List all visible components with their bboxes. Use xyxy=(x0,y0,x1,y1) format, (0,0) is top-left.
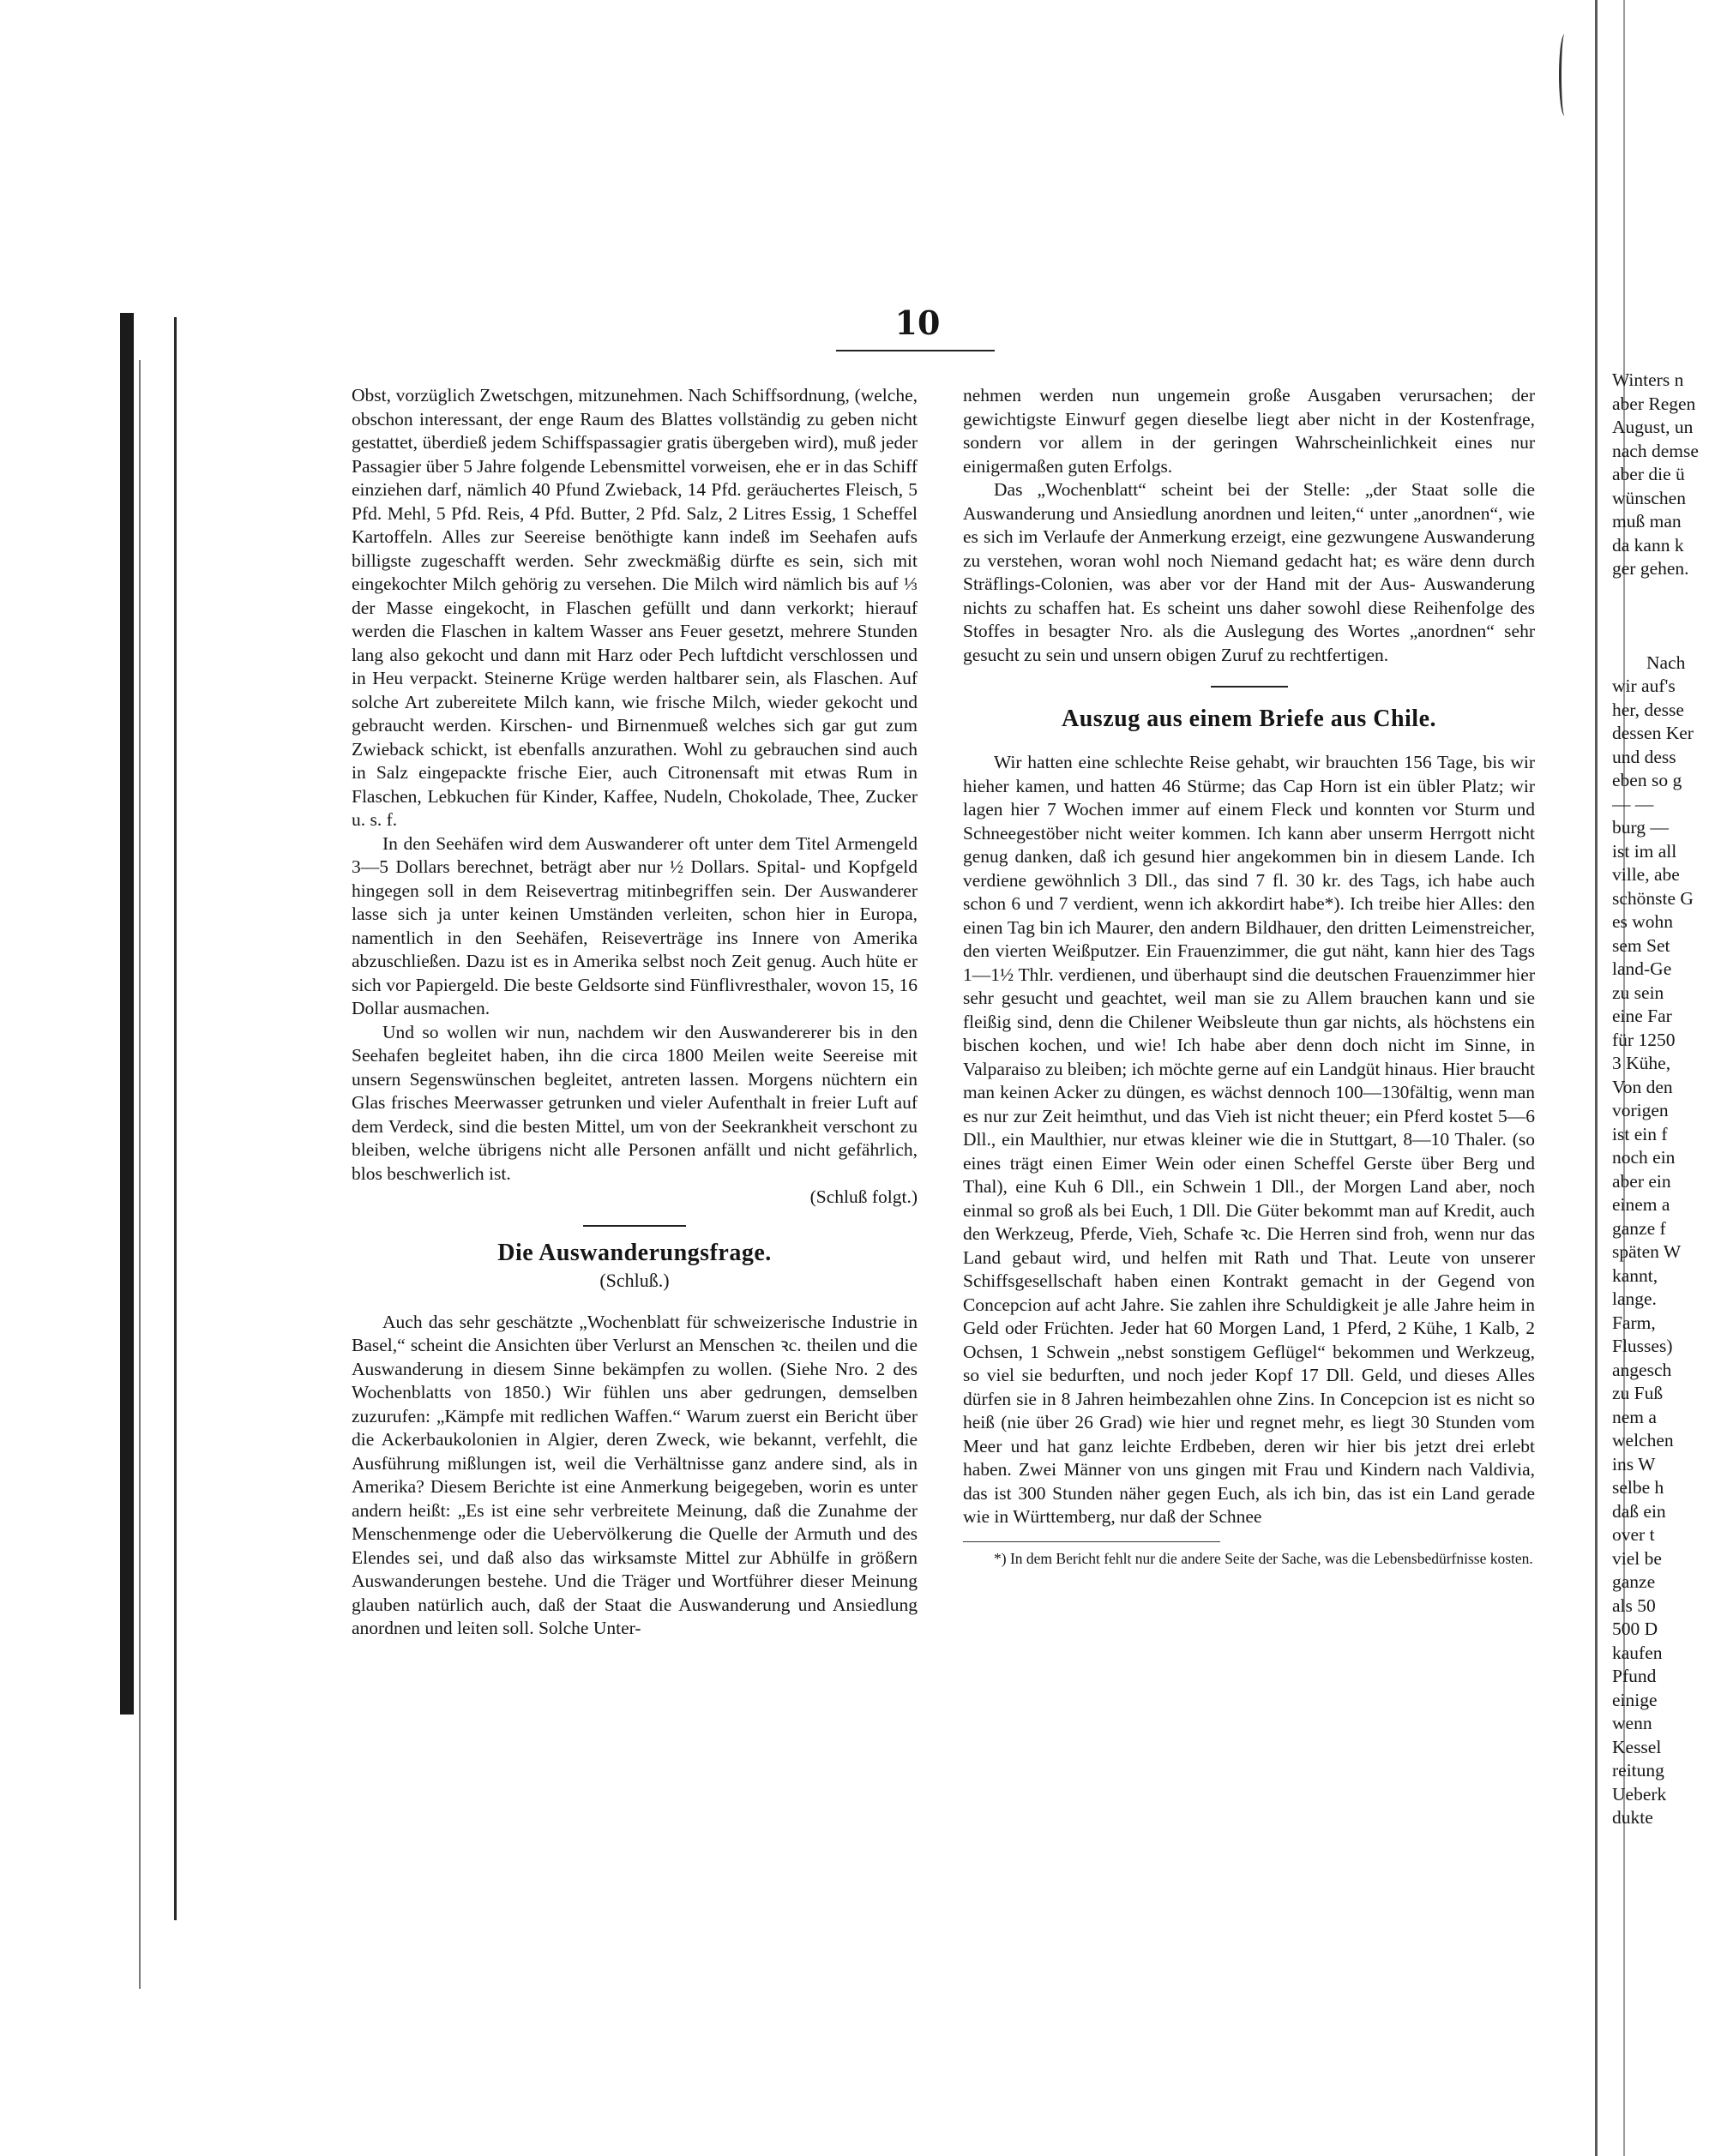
fragment-line: reitung xyxy=(1612,1760,1664,1781)
page-fold-line xyxy=(1595,0,1598,2156)
continuation-note: (Schluß folgt.) xyxy=(809,1186,918,1207)
scan-border-line-thin xyxy=(139,360,141,1989)
fragment-line: ins W xyxy=(1612,1453,1656,1474)
fragment-line: 3 Kühe, xyxy=(1612,1053,1671,1073)
fragment-line: dukte xyxy=(1612,1807,1653,1828)
fragment-line: sem Set xyxy=(1612,934,1670,956)
fragment-line: ist im all xyxy=(1612,840,1677,862)
fragment-line: Farm, xyxy=(1612,1312,1656,1333)
page-number: 10 xyxy=(894,303,941,342)
section-divider-2 xyxy=(1211,686,1288,688)
fragment-line: dessen Ker xyxy=(1612,723,1694,743)
paragraph-anordnen: Das „Wochenblatt“ scheint bei der Stelle: „der Staat solle die Auswanderung und Ansiedlung anordnen und leiten,“ unter „anordnen“, wie es sich im Verlaufe der Anmerkung erzeigt, eine gezwungene Auswanderung zu verstehen, woran wohl noch Niemand gedacht hat; es wäre denn durch Sträflings-Colonien, was aber vor der Hand mit der Aus- Auswanderung nichts zu schaffen hat. Es scheint uns daher sowohl diese Reihenfolge des Stoffes in besagter Nro. als die Auslegung des Wortes „anordnen“ sehr gesucht zu sein und unsern obigen Zuruf zu rechtfertigen. xyxy=(963,479,1535,665)
fragment-line: land-Ge xyxy=(1612,958,1672,979)
fragment-line: Von den xyxy=(1612,1076,1673,1097)
fragment-line: und dess xyxy=(1612,746,1676,767)
fragment-line: zu sein xyxy=(1612,982,1664,1003)
fragment-line: ger gehen. xyxy=(1612,558,1689,579)
footnote-rule xyxy=(963,1541,1220,1542)
paragraph-seaports: In den Seehäfen wird dem Auswanderer oft unter dem Titel Armengeld 3—5 Dollars berechnet, beträgt aber nur ½ Dollars. Spital- und Kopfgeld hingegen soll in dem Reisevertrag mitinbegriffen sein. Der Auswanderer lasse sich ja unter keinen Umständen verleiten, schon hier in Europa, namentlich in den Seehäfen, Reiseverträge ins Innere von Amerika abzuschließen. Dazu ist es in Amerika selbst noch Zeit genug. Auch hüte er sich vor Papiergeld. Die beste Geldsorte sind Fünflivresthaler, wovon 15, 16 Dollar ausmachen. xyxy=(352,832,918,1018)
fragment-line: angesch xyxy=(1612,1359,1672,1380)
paragraph-sea-voyage: Und so wollen wir nun, nachdem wir den Auswandererer bis in den Seehafen begleitet haben, ihn die circa 1800 Meilen weite Seereise mit unsern Segenswünschen begleitet, antreten lassen. Morgens nüchtern ein Glas frisches Meerwasser getrunken und vieler Aufenthalt in freier Luft auf dem Verdeck, sind die besten Mittel, um von der Seekrankheit verschont zu bleiben, welche übrigens nicht alle Personen anfällt und nicht gefährlich, blos beschwerlich ist. xyxy=(352,1021,918,1184)
fragment-line: wünschen xyxy=(1612,487,1686,508)
fragment-line: selbe h xyxy=(1612,1477,1664,1498)
fragment-line: 500 D xyxy=(1612,1619,1658,1639)
fragment-line: wenn xyxy=(1612,1713,1652,1733)
paragraph-chile-letter: Wir hatten eine schlechte Reise gehabt, wir brauchten 156 Tage, bis wir hieher kamen, und hatten 46 Stürme; das Cap Horn ist ein übler Platz; wir lagen hier 7 Wochen immer auf einem Fleck und konnten vor Sturm und Schneegestöber nicht weiter kommen. Ich kann aber unserm Herrgott nicht genug danken, daß ich gesund hier angekommen bin in diesem Lande. Ich verdiene gewöhnlich 3 Dll., das sind 7 fl. 30 kr. des Tags, ich habe auch schon 6 und 7 verdient, wenn ich akkordirt habe*). Ich treibe hier Alles: den einen Tag bin ich Maurer, den andern Bildhauer, den dritten Leimenstreicher, den vierten Weißputzer. Ein Frauenzimmer, die gut näht, kann hier des Tags 1—1½ Thlr. verdienen, und überhaupt sind die deutschen Frauenzimmer hier sehr gesucht und geachtet, weil man sie zu Allem brauchen kann und sie fleißig sind, denn die Chilener Weibsleute thun gar nichts, als höchstens ein bischen kochen, und wie! Ich habe aber denn doch nicht im Sinne, in Valparaiso zu bleiben; ich möchte gerne auf ein Landgüt hinaus. Hier braucht man keinen Acker zu düngen, es wächst dennoch 100—130fältig, wenn man es nur zur Zeit heimthut, und das Vieh ist nicht theuer; ein Pferd kostet 5—6 Dll., ein Maulthier, nur etwas kleiner wie die in Stuttgart, 8—10 Thaler. (so eines trägt einen Eimer Wein oder einen Scheffel Gerste über Berg und Thal), eine Kuh 6 Dll., ein Schwein 1 Dll., der Morgen Land aber, noch einmal so groß als bei Euch, 1 Dll. Die Güter bekommt man auf Kredit, auch den Werkzeug, Pferde, Vieh, Schafe ꝛc. Die Herren sind froh, wenn nur das Land gebaut wird, und helfen mit Rath und That. Leute von unserer Schiffsgesellschaft haben einen Kontrakt gemacht in der Gegend von Concepcion auf acht Jahre. Sie zahlen ihre Schuldigkeit je alle Jahre heim in Geld oder Früchten. Jeder hat 60 Morgen Land, 1 Pferd, 2 Kühe, 1 Kalb, 2 Ochsen, 1 Schwein „nebst sonstigem Geflügel“ bekommen und Werkzeug, so viel sie bedurften, und noch jeder Kopf 17 Dll. Geld, und dieses Alles dürfen sie in 8 Jahren heimbezahlen ohne Zins. In Concepcion ist es nicht so heiß (nie über 26 Grad) wie hier und regnet mehr, es liegt 30 Stunden vom Meer und hat ganz leichte Erdbeben, deren wir hier bis jetzt drei erlebt haben. Zwei Männer von uns gingen mit Frau und Kindern nach Valdivia, das ist 300 Stunden näher gegen Euch, als ich bin, das ist ein Land gerade wie in Württemberg, nur daß der Schnee xyxy=(963,752,1535,1527)
column-right-fragment xyxy=(1612,369,1715,1912)
fragment-line: Winters n xyxy=(1612,369,1684,390)
fragment-line: aber die ü xyxy=(1612,464,1685,484)
fragment-line: her, desse xyxy=(1612,699,1684,720)
fragment-line: Nach xyxy=(1646,652,1686,673)
fragment-line: vorigen xyxy=(1612,1100,1669,1120)
fragment-line: für 1250 xyxy=(1612,1029,1676,1050)
fragment-line: ist ein f xyxy=(1612,1123,1668,1144)
fragment-line: schönste G xyxy=(1612,887,1694,909)
article-subheading: (Schluß.) xyxy=(599,1269,670,1291)
column-left xyxy=(352,384,918,1641)
article-heading-auswanderungsfrage: Die Auswanderungsfrage. xyxy=(497,1239,772,1266)
fragment-line: als 50 xyxy=(1612,1594,1656,1616)
fragment-line: Pfund xyxy=(1612,1666,1657,1686)
fragment-line: kaufen xyxy=(1612,1642,1663,1663)
fragment-line: — — xyxy=(1612,793,1654,814)
fragment-line: welchen xyxy=(1612,1430,1674,1450)
paragraph-expenses: nehmen werden nun ungemein große Ausgaben verursachen; der gewichtigste Einwurf gegen dieselbe liegt aber nicht in der Kostenfrage, sondern vor allem in der geringen Wahrscheinlichkeit eines nur einigermaßen guten Erfolgs. xyxy=(963,385,1535,477)
fragment-line: es wohn xyxy=(1612,911,1674,932)
fragment-line: daß ein xyxy=(1612,1500,1666,1522)
scan-border xyxy=(120,313,134,1715)
fragment-line: nem a xyxy=(1612,1406,1657,1427)
fragment-line: eben so g xyxy=(1612,770,1682,790)
fragment-line: aber Regen xyxy=(1612,393,1696,414)
fragment-line: wir auf's xyxy=(1612,676,1676,696)
paragraph-provisions: Obst, vorzüglich Zwetschgen, mitzunehmen. Nach Schiffsordnung, (welche, obschon interessant, der enge Raum des Blattes vollständig zu geben nicht gestattet, überdieß jedem Schiffspassagier gratis übergeben wird), muß jeder Passagier über 5 Jahre folgende Lebensmittel vorweisen, ehe er in das Schiff einziehen darf, nämlich 40 Pfund Zwieback, 14 Pfd. geräuchertes Fleisch, 5 Pfd. Mehl, 5 Pfd. Reis, 4 Pfd. Butter, 2 Pfd. Salz, 2 Litres Essig, 1 Scheffel Kartoffeln. Alles zur Seereise benöthigte kann indeß im Seehafen aufs billigste zugeschafft werden. Sehr zweckmäßig dürfte es sein, sich mit eingekochter Milch gehörig zu versehen. Die Milch wird nämlich bis auf ⅓ der Masse eingekocht, in Flaschen gefüllt und dann verkorkt; hierauf werden die Flaschen in kaltem Wasser ans Feuer gesetzt, mehrere Stunden lang also gekocht und dann mit Harz oder Pech luftdicht verschlossen und in Heu verpackt. Steinerne Krüge werden haltbarer sein, als Flaschen. Auf solche Art zubereitete Milch kann, wie frische Milch, wieder gekocht und gebraucht werden. Kirschen- und Birnenmueß welches sich gar gut zum Zwieback schickt, ist ebenfalls anzurathen. Wohl zu gebrauchen sind auch in Salz eingepackte frische Eier, auch Citronensaft mit etwas Rum in Flaschen, Lebkuchen für Kinder, Kaffee, Nudeln, Chokolade, Thee, Zucker u. s. f. xyxy=(352,385,918,830)
fragment-lines-bottom xyxy=(1612,652,1715,1830)
fragment-line: zu Fuß xyxy=(1612,1383,1664,1403)
column-middle xyxy=(963,384,1535,1570)
fragment-line: Kessel xyxy=(1612,1736,1662,1757)
fragment-line: aber ein xyxy=(1612,1170,1671,1192)
fragment-line: ganze f xyxy=(1612,1217,1666,1239)
fragment-line: späten W xyxy=(1612,1241,1682,1262)
fragment-line: ville, abe xyxy=(1612,864,1680,885)
fragment-line: kannt, xyxy=(1612,1264,1658,1286)
fragment-line: noch ein xyxy=(1612,1147,1676,1168)
scan-border-line xyxy=(174,317,177,1920)
page-number-rule xyxy=(836,350,995,351)
fragment-line: muß man xyxy=(1612,511,1682,531)
fragment-line: nach demse xyxy=(1612,440,1699,461)
fragment-line: burg — xyxy=(1612,817,1669,838)
fragment-line: lange. xyxy=(1612,1288,1657,1309)
fragment-line: ganze xyxy=(1612,1571,1656,1592)
section-divider xyxy=(583,1225,686,1227)
fragment-line: over t xyxy=(1612,1524,1655,1545)
fragment-line: da kann k xyxy=(1612,534,1684,556)
scan-corner-mark xyxy=(1559,34,1570,116)
paragraph-wochenblatt: Auch das sehr geschätzte „Wochenblatt für schweizerische Industrie in Basel,“ scheint die Ansichten über Verlurst an Menschen ꝛc. theilen und die Auswanderung in diesem Sinne bekämpfen zu wollen. (Siehe Nro. 2 des Wochenblatts von 1850.) Wir fühlen uns aber gedrungen, demselben zuzurufen: „Kämpfe mit redlichen Waffen.“ Warum zuerst ein Bericht über die Ackerbaukolonien in Algier, deren Zweck, wie bekannt, verfehlt, die Ausführung mißlungen ist, weil die Verhältnisse ganz andere sind, als in Amerika? Diesem Berichte ist eine Anmerkung beigegeben, worin es unter andern heißt: „Es ist eine sehr verbreitete Meinung, daß die Zunahme der Menschenmenge oder die Uebervölkerung die Quelle der Armuth und des Elendes sei, und daß also das wirksamste Mittel zur Abhülfe in größern Auswanderungen bestehe. Und die Träger und Wortführer dieser Meinung glauben natürlich auch, daß der Staat die Auswanderung und Ansiedlung anordnen und leiten soll. Solche Unter- xyxy=(352,1311,918,1638)
fragment-line: Ueberk xyxy=(1612,1783,1667,1805)
fragment-line: eine Far xyxy=(1612,1006,1672,1026)
fragment-line: einige xyxy=(1612,1689,1658,1710)
footnote: *) In dem Bericht fehlt nur die andere Seite der Sache, was die Lebensbedürfnisse kosten. xyxy=(994,1549,1533,1567)
fragment-line: einem a xyxy=(1612,1194,1670,1215)
fragment-line: August, un xyxy=(1612,417,1694,437)
article-heading-chile: Auszug aus einem Briefe aus Chile. xyxy=(1062,706,1436,732)
fragment-line: viel be xyxy=(1612,1547,1662,1569)
fragment-line: Flusses) xyxy=(1612,1336,1673,1356)
